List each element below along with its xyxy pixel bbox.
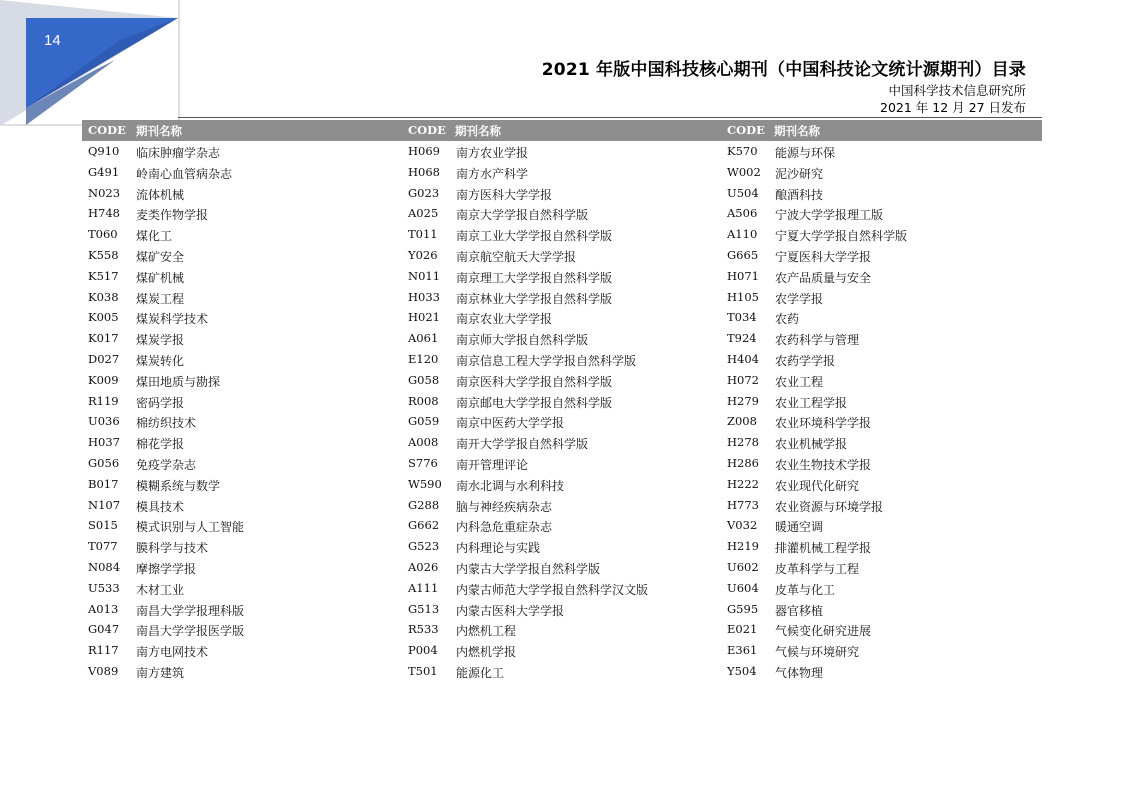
journal-name: 农学学报 [775,291,824,306]
journal-name: 内燃机工程 [456,624,517,639]
table-row [82,557,382,578]
journal-code: V032 [727,518,758,533]
journal-name: 农业资源与环境学报 [775,499,884,514]
table-row [402,640,702,661]
table-row [82,203,382,224]
document-title: 2021 年版中国科技核心期刊（中国科技论文统计源期刊）目录 [541,60,1026,80]
table-row [82,391,382,412]
journal-code: H037 [88,435,120,450]
institute-name: 中国科学技术信息研究所 [888,83,1026,98]
journal-name: 南开大学学报自然科学版 [456,437,589,452]
table-row [402,391,702,412]
table-row [82,599,382,620]
journal-name: 农业工程 [775,374,824,389]
journal-code: G523 [408,539,440,554]
journal-code: H068 [408,164,440,179]
journal-code: G662 [408,518,440,533]
journal-column-1 [82,141,382,682]
journal-code: H278 [727,435,759,450]
journal-name: 气候与环境研究 [775,645,860,660]
journal-name: 南京林业大学学报自然科学版 [456,291,613,306]
table-row [402,370,702,391]
journal-code: G665 [727,247,759,262]
journal-name: 木材工业 [136,582,185,597]
journal-code: T501 [408,663,438,678]
journal-name: 南京理工大学学报自然科学版 [456,270,613,285]
journal-name: 酿酒科技 [775,187,824,202]
journal-code: G023 [408,185,440,200]
journal-code: G058 [408,372,440,387]
table-row [82,328,382,349]
journal-code: K517 [88,268,119,283]
table-header [82,120,1042,141]
table-row [82,619,382,640]
code-column-header: CODE [88,123,126,137]
journal-name: 泥沙研究 [775,166,824,181]
journal-code: H773 [727,497,759,512]
journal-code: H105 [727,289,759,304]
table-row [402,224,702,245]
journal-name: 棉花学报 [136,437,185,452]
journal-name: 南京医科大学学报自然科学版 [456,374,613,389]
journal-name: 宁波大学学报理工版 [775,208,884,223]
table-row [402,411,702,432]
table-row [82,495,382,516]
table-row [721,328,1021,349]
table-row [402,183,702,204]
table-row [82,661,382,682]
journal-name: 摩擦学学报 [136,561,197,576]
name-column-header: 期刊名称 [455,124,501,138]
journal-code: R119 [88,393,119,408]
journal-code: T924 [727,331,757,346]
table-row [721,474,1021,495]
table-row [82,370,382,391]
journal-name: 煤炭转化 [136,353,185,368]
journal-code: H021 [408,310,440,325]
table-row [721,370,1021,391]
table-row [402,245,702,266]
table-row [82,536,382,557]
table-row [721,619,1021,640]
journal-name: 皮革与化工 [775,582,836,597]
table-row [402,287,702,308]
journal-name: 临床肿瘤学杂志 [136,146,221,160]
journal-name: 模糊系统与数学 [136,478,221,493]
journal-code: H072 [727,372,759,387]
table-row [721,578,1021,599]
journal-code: K005 [88,310,119,325]
journal-code: N084 [88,559,121,574]
journal-code: A026 [408,559,439,574]
journal-code: H071 [727,268,759,283]
journal-name: 气体物理 [775,665,824,680]
table-row [721,349,1021,370]
table-row [402,578,702,599]
table-row [721,515,1021,536]
journal-name: 南昌大学学报医学版 [136,624,245,639]
journal-name: 南方水产科学 [456,166,529,181]
journal-name: 南方医科大学学报 [456,187,553,202]
journal-name: 南京信息工程大学学报自然科学版 [456,353,637,368]
journal-name: 岭南心血管病杂志 [136,166,233,181]
table-row [721,432,1021,453]
table-row [82,307,382,328]
journal-code: H069 [408,144,440,158]
table-row [402,619,702,640]
journal-name: 南京航空航天大学学报 [456,249,577,264]
journal-name: 器官移植 [775,603,824,618]
table-row [82,141,382,162]
journal-name: 农药科学与管理 [775,333,860,348]
table-row [402,307,702,328]
table-row [82,578,382,599]
journal-name: 膜科学与技术 [136,541,209,556]
journal-code: E021 [727,622,758,637]
journal-name: 南方建筑 [136,665,185,680]
table-row [402,536,702,557]
table-row [721,411,1021,432]
table-row [82,432,382,453]
journal-name: 流体机械 [136,187,185,202]
journal-code: H286 [727,455,759,470]
journal-code: U036 [88,414,120,429]
journal-name: 内蒙古医科大学学报 [456,603,565,618]
journal-name: 煤田地质与勘探 [136,374,221,389]
journal-name: 煤矿安全 [136,249,185,264]
journal-name: 模具技术 [136,499,185,514]
table-row [721,557,1021,578]
journal-name: 皮革科学与工程 [775,561,860,576]
corner-decoration [0,0,180,126]
table-row [402,328,702,349]
journal-name: 煤化工 [136,229,173,244]
table-row [721,224,1021,245]
table-row [721,307,1021,328]
table-row [402,203,702,224]
journal-code: H219 [727,539,759,554]
table-row [721,640,1021,661]
table-row [82,287,382,308]
table-row [402,661,702,682]
table-row [82,411,382,432]
journal-name: 南京农业大学学报 [456,312,553,327]
journal-name: 南方农业学报 [456,146,529,160]
journal-code: A008 [408,435,439,450]
code-column-header: CODE [727,123,765,137]
journal-code: G288 [408,497,440,512]
table-row [721,391,1021,412]
table-row [82,183,382,204]
journal-code: U504 [727,185,759,200]
document-header [542,58,1026,116]
table-row [721,536,1021,557]
journal-name: 煤炭工程 [136,291,185,306]
journal-code: H748 [88,206,120,221]
journal-name: 南京师大学报自然科学版 [456,333,589,348]
table-row [402,474,702,495]
journal-code: W002 [727,164,761,179]
table-row [721,266,1021,287]
journal-name: 能源化工 [456,665,505,680]
journal-code: H222 [727,476,759,491]
journal-name: 农业现代化研究 [775,478,860,493]
table-row [82,224,382,245]
table-row [402,266,702,287]
journal-code: N023 [88,185,121,200]
journal-code: G491 [88,164,120,179]
journal-code: N107 [88,497,121,512]
table-row [82,453,382,474]
journal-column-2 [402,141,702,682]
publish-date: 2021 年 12 月 27 日发布 [880,100,1026,115]
journal-name: 南京中医药大学学报 [456,416,565,431]
journal-name: 内燃机学报 [456,645,517,660]
journal-code: V089 [88,663,119,678]
table-row [721,287,1021,308]
journal-code: T060 [88,227,118,242]
journal-name: 能源与环保 [775,146,836,160]
journal-code: A506 [727,206,758,221]
journal-name: 农药 [775,312,800,327]
table-row [82,640,382,661]
journal-code: U604 [727,580,759,595]
journal-name: 宁夏医科大学学报 [775,249,872,264]
journal-code: G056 [88,455,120,470]
journal-name: 南水北调与水利科技 [456,478,565,493]
table-row [402,162,702,183]
journal-name: 内蒙古大学学报自然科学版 [456,561,601,576]
table-row [402,557,702,578]
journal-code: R117 [88,643,119,658]
journal-name: 模式识别与人工智能 [136,520,245,535]
table-row [82,474,382,495]
table-row [721,599,1021,620]
journal-name: 内科理论与实践 [456,541,541,556]
journal-name: 农业机械学报 [775,437,848,452]
journal-code: E361 [727,643,758,658]
journal-code: R533 [408,622,439,637]
journal-name: 农产品质量与安全 [775,270,872,285]
journal-code: Y026 [408,247,438,262]
table-row [402,599,702,620]
name-column-header: 期刊名称 [774,124,820,138]
table-row [82,266,382,287]
journal-name: 密码学报 [136,395,185,410]
journal-name: 煤炭学报 [136,333,185,348]
journal-name: 南京大学学报自然科学版 [456,208,589,223]
journal-code: P004 [408,643,438,658]
journal-name: 南开管理评论 [456,457,529,472]
journal-name: 南昌大学学报理科版 [136,603,245,618]
journal-name: 免疫学杂志 [136,457,197,472]
table-row [82,515,382,536]
journal-code: D027 [88,351,120,366]
journal-code: K558 [88,247,119,262]
table-row [402,141,702,162]
journal-column-3 [721,141,1021,682]
journal-code: T034 [727,310,757,325]
journal-name: 棉纺织技术 [136,416,197,431]
journal-name: 农业生物技术学报 [775,457,872,472]
table-row [82,162,382,183]
journal-code: A110 [727,227,758,242]
journal-code: H279 [727,393,759,408]
journal-code: K009 [88,372,119,387]
journal-name: 南方电网技术 [136,645,209,660]
journal-code: G513 [408,601,440,616]
table-row [82,349,382,370]
table-row [721,453,1021,474]
journal-code: S776 [408,455,438,470]
table-row [402,453,702,474]
journal-name: 南京邮电大学学报自然科学版 [456,395,613,410]
journal-code: U533 [88,580,120,595]
journal-code: T077 [88,539,118,554]
journal-code: W590 [408,476,442,491]
journal-name: 气候变化研究进展 [775,624,872,639]
journal-name: 农业工程学报 [775,395,848,410]
journal-code: S015 [88,518,118,533]
table-row [721,162,1021,183]
table-row [402,349,702,370]
journal-code: E120 [408,351,439,366]
journal-code: H033 [408,289,440,304]
name-column-header: 期刊名称 [136,124,182,138]
journal-code: N011 [408,268,441,283]
journal-code: R008 [408,393,439,408]
code-column-header: CODE [408,123,446,137]
journal-name: 农药学学报 [775,353,836,368]
journal-name: 煤炭科学技术 [136,312,209,327]
table-row [721,661,1021,682]
table-row [402,515,702,536]
journal-code: Q910 [88,144,120,158]
table-row [82,245,382,266]
journal-code: A111 [408,580,439,595]
journal-name: 南京工业大学学报自然科学版 [456,229,613,244]
journal-name: 排灌机械工程学报 [775,541,872,556]
journal-name: 煤矿机械 [136,270,185,285]
journal-name: 内蒙古师范大学学报自然科学汉文版 [456,582,649,597]
journal-name: 宁夏大学学报自然科学版 [775,229,908,244]
journal-code: G047 [88,622,120,637]
journal-code: G059 [408,414,440,429]
journal-name: 农业环境科学学报 [775,416,872,431]
table-row [721,203,1021,224]
journal-name: 暖通空调 [775,520,824,535]
journal-code: K570 [727,144,758,158]
journal-code: Y504 [727,663,757,678]
table-row [721,183,1021,204]
journal-code: K038 [88,289,119,304]
table-row [721,495,1021,516]
journal-code: A061 [408,331,439,346]
table-row [402,495,702,516]
journal-code: U602 [727,559,759,574]
page-number: 14 [44,32,61,49]
journal-code: H404 [727,351,759,366]
journal-code: Z008 [727,414,757,429]
journal-code: A013 [88,601,119,616]
table-row [402,432,702,453]
journal-code: G595 [727,601,759,616]
header-divider [178,117,1042,118]
journal-code: K017 [88,331,119,346]
journal-code: A025 [408,206,439,221]
journal-name: 内科急危重症杂志 [456,520,553,535]
journal-code: B017 [88,476,119,491]
journal-code: T011 [408,227,438,242]
table-row [721,245,1021,266]
journal-name: 脑与神经疾病杂志 [456,499,553,514]
table-row [721,141,1021,162]
journal-name: 麦类作物学报 [136,208,209,223]
